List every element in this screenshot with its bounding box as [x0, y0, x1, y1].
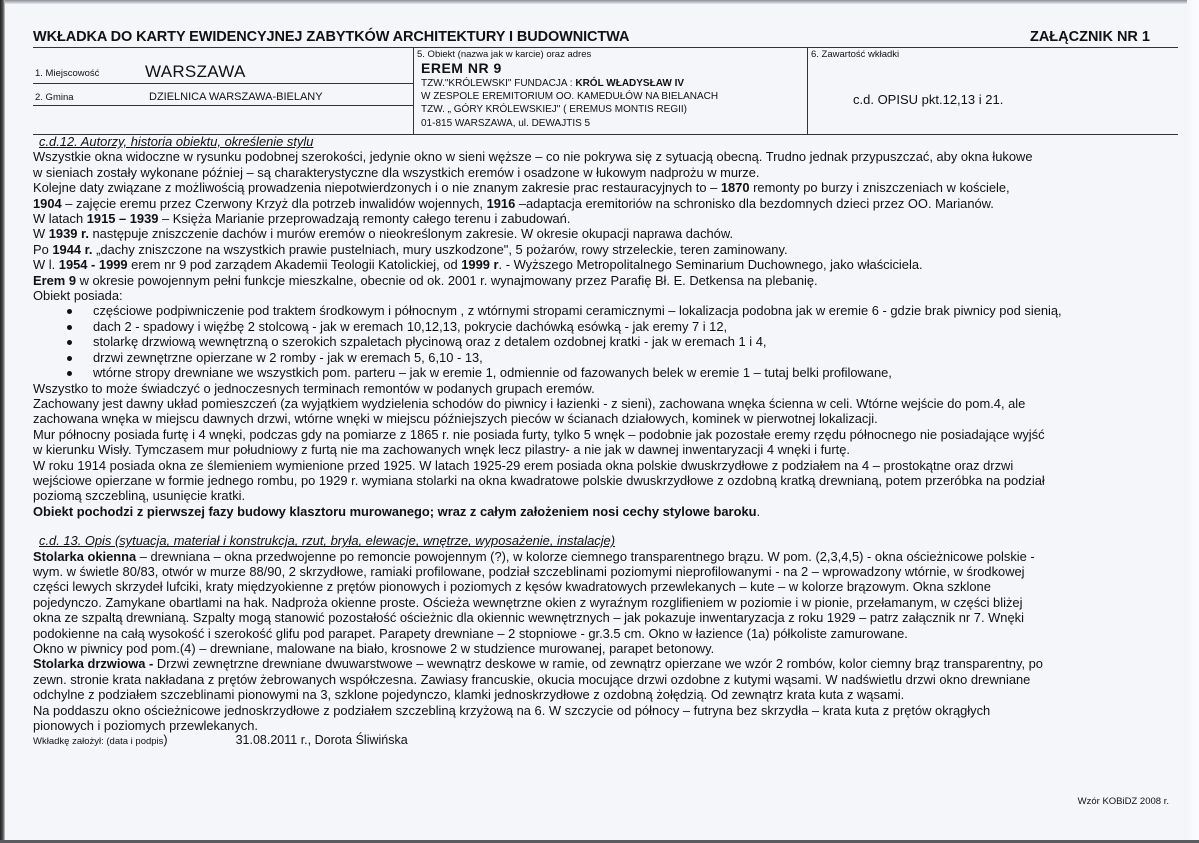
- annex-label: ZAŁĄCZNIK NR 1: [1029, 29, 1150, 45]
- locality-value: WARSZAWA: [145, 62, 246, 81]
- text-run: .: [756, 503, 761, 519]
- text-run: Drzwi zewnętrzne drewniane dwuwarstwowe – wewnątrz deskowe w ramie, od zewnątrz opierzane we wzór 2 rombów, kolor ciemny brąz transparentny, po: [153, 656, 1043, 672]
- text-run: W: [33, 226, 49, 242]
- paragraph-line: Na poddaszu okno ościeżnicowe jednoskrzydłowe z podziałem szczebliną krzyżową na 6. W szczycie od północy – futryna bez skrzydła – krata kuta z prętów okrągłych: [33, 702, 991, 718]
- bullet-icon: [67, 371, 72, 376]
- year-bold: 1915 – 1939: [86, 211, 159, 227]
- object-line-1-prefix: TZW."KRÓLEWSKI" FUNDACJA :: [421, 78, 576, 89]
- text-run: W latach: [33, 211, 87, 227]
- text-run: Kolejne daty związane z możliwością prowadzenia niepotwierdzonych i o nie znanym zakresie prac restauracyjnych to –: [33, 180, 721, 196]
- paragraph-line: [33, 549, 1173, 564]
- commune-row: [33, 83, 413, 106]
- list-item: [33, 365, 1173, 380]
- paragraph-line: [33, 242, 1173, 257]
- paragraph-line: W roku 1914 posiada okna ze ślemieniem wymienione przed 1925. W latach 1925-29 erem posiada okna polskie dwuskrzydłowe z podziałem na 4 – prostokątne oraz drzwi: [33, 457, 1014, 473]
- section-gap: [33, 519, 1173, 533]
- object-bold: Erem 9: [33, 272, 76, 288]
- signature-line: [33, 733, 1173, 749]
- year-bold: 1954 - 1999: [58, 257, 128, 273]
- object-name: EREM NR 9: [421, 60, 502, 76]
- paragraph-line: okna ze szpaltą drewnianą. Szpalty mogą stanowić pozostałość ościeżnic dla okiennic wewnętrznych – jak pokazuje inwentaryzacja z roku 1929 – patrz załącznik nr 7. Wnęki: [33, 610, 1024, 626]
- paragraph-line: podokienne na całą wysokość i szerokość glifu pod parapet. Parapety drewniane – 2 stopniowe - gr.3.5 cm. Okno w łazience (1a) półkoliste zamurowane.: [33, 625, 908, 641]
- paragraph-line: poziomą szczebliną, usunięcie kratki.: [33, 488, 246, 504]
- paragraph-line: Wszystko to może świadczyć o jednoczesnych terminach remontów w podanych grupach eremów.: [33, 380, 595, 396]
- year-bold: 1904: [33, 195, 62, 211]
- paragraph-line: [33, 257, 1173, 272]
- text-run: – Księża Marianie przeprowadzają remonty całego terenu i zabudowań.: [158, 211, 571, 227]
- text-run: Po: [33, 241, 53, 257]
- section-13-heading: c.d. 13. Opis (sytuacja, materiał i konstrukcja, rzut, bryła, elewacje, wnętrze, wyposażenie, instalacje): [39, 533, 616, 549]
- conclusion-line: [33, 504, 1173, 519]
- locality-row: [33, 48, 413, 84]
- scan-edge-right: [1187, 0, 1199, 843]
- object-line-3: TZW. „ GÓRY KRÓLEWSKIEJ" ( EREMUS MONTIS REGII): [421, 104, 687, 116]
- signature-paren: ): [163, 733, 168, 748]
- paragraph-line: pionowych i poziomych przewlekanych.: [33, 718, 258, 734]
- section-12-heading: c.d.12. Autorzy, historia obiektu, określenie stylu: [39, 134, 314, 149]
- bullet-icon: [67, 309, 72, 314]
- location-column: [33, 48, 413, 134]
- year-bold: 1999 r: [461, 257, 499, 273]
- year-bold: 1944 r.: [52, 241, 93, 257]
- object-label: 5. Obiekt (nazwa jak w karcie) oraz adres: [417, 49, 592, 60]
- text-run: następuje zniszczenie dachów i murów eremów o nieokreślonym zakresie. W okresie okupacji naprawa dachów.: [88, 226, 734, 242]
- paragraph-line: Obiekt posiada:: [33, 288, 123, 304]
- founder-name: KRÓL WŁADYSŁAW IV: [575, 78, 685, 89]
- object-column: [413, 48, 808, 134]
- text-run: . - Wyższego Metropolitalnego Seminarium Duchownego, jako właściciela.: [498, 257, 923, 273]
- paragraph-line: Zachowany jest dawny układ pomieszczeń (za wyjątkiem wydzielenia schodów do piwnicy i łazienki - z sieni), zachowana wnęka ścienna w celi. Wtórne wejście do pom.4, ale: [33, 395, 1026, 411]
- text-run: remonty po burzy i zniszczeniach w kościele,: [749, 180, 1010, 196]
- list-item: [33, 334, 1173, 349]
- features-list: [33, 303, 1173, 380]
- signature-label: Wkładkę założył: (data i podpis: [33, 736, 164, 748]
- list-item-text: wtórne stropy drewniane we wszystkich pom. parteru – jak w eremie 1, odmiennie od fazowanych belek w eremie 1 – tutaj belki profilowane,: [93, 365, 892, 381]
- document-body: [33, 134, 1173, 750]
- year-bold: 1870: [720, 180, 750, 196]
- paragraph-line: [33, 273, 1173, 288]
- paragraph-line: zachowana wnęka w miejscu dawnych drzwi, wtórne wnęki w miejscu późniejszych pieców w ścianach działowych, kominek w pierwotnej lokalizacji.: [33, 411, 878, 427]
- paragraph-line: zewn. stronie krata nakładana z prętów żebrowanych współczesna. Zawiasy francuskie, okucia mocujące drzwi ozdobne z kutymi wąsami. W nadświetlu drzwi okno drewniane: [33, 671, 1031, 687]
- list-item-text: stolarkę drzwiową wewnętrzną o szerokich szpaletach płycinową oraz z detalem ozdobnej kratki - jak w eremach 1 i 4,: [93, 334, 767, 350]
- scan-edge-left: [0, 0, 5, 843]
- paragraph-line: wym. w świetle 80/83, otwór w murze 88/90, 2 skrzydłowe, ramiaki profilowane, podział szczeblinami poziomymi nieprofilowanymi - na 2 – wprowadzony wtórnie, w środkowej: [33, 563, 1025, 579]
- object-line-1: [421, 77, 718, 90]
- paragraph-line: [33, 226, 1173, 241]
- year-bold: 1916: [486, 195, 516, 211]
- year-bold: 1939 r.: [48, 226, 89, 242]
- paragraph-line: [33, 656, 1173, 671]
- paragraph-line: odchylne z podziałem szczeblinami pionowymi na 3, szklone pojedynczo, klamki jednoskrzydłowe z ozdobną żołędzią. Od zewnątrz krata kuta z wąsami.: [33, 687, 905, 703]
- bullet-icon: [67, 340, 72, 345]
- paragraph-line: w sieniach zostały wykonane później – są charakterystyczne dla wszystkich eremów i osadzone w łukowym nadprożu w murze.: [33, 164, 760, 180]
- paragraph-line: części lewych skrzydeł lufciki, kraty międzyokienne z prętów pionowych i poziomych z kęsów kwadratowych przewlekanych – kute – w kolorze brązowym. Okna szklone: [33, 579, 991, 595]
- paragraph-line: pojedynczo. Zamykane obartlami na hak. Nadproża okienne proste. Ościeża wewnętrzne okien z wyraźnym rozglifieniem w poziomie i w pionie, przełamanym, w części bliżej: [33, 594, 1023, 610]
- text-run: w okresie powojennym pełni funkcje mieszkalne, obecnie od ok. 2001 r. wynajmowany przez Parafię Bł. E. Detkensa na plebanię.: [76, 272, 818, 288]
- list-item: [33, 350, 1173, 365]
- list-item-text: dach 2 - spadowy i więźbę 2 stolcową - jak w eremach 10,12,13, pokrycie dachówką esówką - jak eremy 7 i 12,: [93, 318, 728, 334]
- list-item-text: drzwi zewnętrzne opierzane w 2 romby - jak w eremach 5, 6,10 - 13,: [93, 349, 483, 365]
- text-run: W l.: [33, 257, 59, 273]
- conclusion-bold: Obiekt pochodzi z pierwszej fazy budowy klasztoru murowanego; wraz z całym założeniem nosi cechy stylowe baroku: [33, 503, 757, 519]
- paragraph-line: Mur północny posiada furtę i 4 wnęki, podczas gdy na pomiarze z 1865 r. nie posiada furty, tylko 5 wnęk – podobnie jak pozostałe eremy rzędu północnego nie posiadające wyjść: [33, 426, 1045, 442]
- list-item: [33, 319, 1173, 334]
- subheading-bold: Stolarka drzwiowa -: [33, 656, 154, 672]
- header-table: [33, 48, 1178, 135]
- subheading-bold: Stolarka okienna: [33, 548, 137, 564]
- text-run: – drewniana – okna przedwojenne po remoncie powojennym (?), w kolorze ciemnego transparentnego brązu. W pom. (2,3,4,5) - okna ościeżnicowe polskie -: [136, 548, 1035, 564]
- list-item: [33, 303, 1173, 318]
- text-run: erem nr 9 pod zarządem Akademii Teologii Katolickiej, od: [127, 257, 462, 273]
- text-run: –adaptacja eremitoriów na schronisko dla bezdomnych dzieci przez OO. Marianów.: [515, 195, 994, 211]
- paragraph-line: wejściowe opierzane w formie jednego rombu, po 1929 r. wymiana stolarki na okna kwadratowe polskie dwuskrzydłowe z ozdobną kratką drewnianą, potem przeróbka na podział: [33, 472, 1045, 488]
- contents-column: [807, 48, 1179, 134]
- bullet-icon: [67, 325, 72, 330]
- signature-value: 31.08.2011 r., Dorota Śliwińska: [235, 733, 408, 748]
- paragraph-line: Okno w piwnicy pod pom.(4) – drewniane, malowane na biało, krosnowe 2 w studzience murowanej, parapet betonowy.: [33, 641, 715, 656]
- paragraph-line: [33, 196, 1173, 211]
- form-model-note: Wzór KOBiDZ 2008 r.: [1077, 796, 1169, 807]
- paragraph-line: Wszystkie okna widoczne w rysunku podobnej szerokości, jedynie okno w sieni węższe – co nie pokrywa się z sytuacją obecną. Trudno jednak przypuszczać, aby okna łukowe: [33, 149, 1033, 165]
- text-run: – zajęcie eremu przez Czerwony Krzyż dla potrzeb inwalidów wojennych,: [61, 195, 487, 211]
- commune-value: DZIELNICA WARSZAWA-BIELANY: [149, 91, 323, 103]
- list-item-text: częściowe podpiwniczenie pod traktem środkowym i północnym , z wtórnymi stropami ceramicznymi – lokalizacja podobna jak w eremie 6 - gdzie brak piwnicy pod sienią,: [93, 303, 1062, 319]
- contents-label: 6. Zawartość wkładki: [811, 49, 900, 60]
- text-run: „dachy zniszczone na wszystkich prawie pustelniach, mury uszkodzone", 5 pożarów, rowy strzeleckie, teren zaminowany.: [92, 241, 788, 257]
- title-row: [33, 30, 1178, 48]
- page-title: WKŁADKA DO KARTY EWIDENCYJNEJ ZABYTKÓW ARCHITEKTURY I BUDOWNICTWA: [33, 29, 630, 45]
- paragraph-line: [33, 180, 1173, 195]
- paragraph-line: [33, 211, 1173, 226]
- object-line-2: W ZESPOLE EREMITORIUM OO. KAMEDUŁÓW NA BIELANACH: [421, 91, 719, 103]
- scan-edge-top: [0, 0, 1199, 4]
- locality-label: 1. Miejscowość: [35, 68, 100, 79]
- commune-label: 2. Gmina: [35, 92, 74, 103]
- object-line-4: 01-815 WARSZAWA, ul. DEWAJTIS 5: [421, 117, 591, 129]
- contents-value: c.d. OPISU pkt.12,13 i 21.: [853, 92, 1004, 107]
- paragraph-line: w kierunku Wisły. Tymczasem mur południowy z furtą nie ma zachowanych wnęk lecz pilastry- a nie jak w dawnej inwentaryzacji 4 wnęki i furtę.: [33, 442, 850, 458]
- bullet-icon: [67, 356, 72, 361]
- object-address: [421, 77, 718, 130]
